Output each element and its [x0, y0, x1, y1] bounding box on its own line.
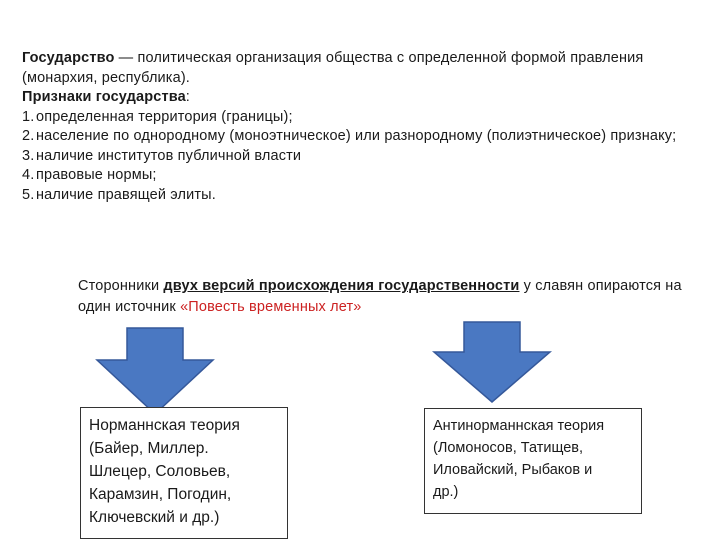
intro-paragraph: [78, 276, 688, 318]
norman-theory-authors-line: Шлецер, Соловьев,: [89, 463, 231, 480]
signs-list: [22, 108, 712, 206]
norman-theory-authors-line: Карамзин, Погодин,: [89, 486, 232, 503]
state-definition: [22, 49, 712, 88]
down-arrow-left-icon: [95, 326, 215, 416]
list-item-text: наличие правящей элиты.: [36, 186, 216, 203]
norman-theory-authors-line: (Байер, Миллер.: [89, 440, 209, 457]
list-item: [22, 166, 712, 186]
list-item-number: 2.: [22, 128, 35, 144]
antinorman-theory-authors-line: (Ломоносов, Татищев,: [433, 440, 584, 456]
antinorman-theory-authors-line: Иловайский, Рыбаков и: [433, 462, 593, 478]
list-item-number: 3.: [22, 147, 35, 164]
list-item-text: наличие институтов публичной власти: [36, 147, 302, 164]
list-item-text: определенная территория (границы);: [36, 108, 293, 125]
intro-text-start: Сторонники: [78, 278, 164, 294]
list-item-number: 5.: [22, 186, 35, 203]
down-arrow-right-icon: [432, 320, 552, 404]
norman-theory-title: Норманнская теория: [89, 417, 240, 434]
intro-underlined-phrase: двух версий происхождения государственности: [163, 278, 520, 294]
antinorman-theory-box: [424, 408, 642, 514]
antinorman-theory-title: Антинорманнская теория: [433, 418, 605, 434]
list-item-text: население по однородному (моноэтническое) или разнородному (полиэтническое) признаку;: [36, 128, 677, 144]
list-item-number: 4.: [22, 167, 35, 183]
list-item: [22, 108, 712, 128]
state-definition-text: — политическая организация общества с определенной формой правления (монархия, республика).: [22, 50, 644, 86]
signs-heading-label: Признаки государства: [22, 89, 186, 105]
intro-text-middle: у славян опираются на один источник: [78, 278, 682, 315]
antinorman-theory-authors-line: др.): [433, 484, 459, 500]
signs-heading: [22, 88, 712, 108]
state-term: Государство: [22, 50, 115, 66]
list-item: [22, 186, 712, 206]
definition-block: [22, 49, 712, 205]
list-item-text: правовые нормы;: [36, 167, 157, 183]
source-title: «Повесть временных лет»: [180, 299, 362, 315]
norman-theory-authors-line: Ключевский и др.): [89, 509, 220, 526]
norman-theory-box: [80, 407, 288, 539]
list-item: [22, 127, 712, 147]
signs-heading-colon: :: [185, 89, 190, 105]
list-item-number: 1.: [22, 108, 35, 125]
list-item: [22, 147, 712, 167]
